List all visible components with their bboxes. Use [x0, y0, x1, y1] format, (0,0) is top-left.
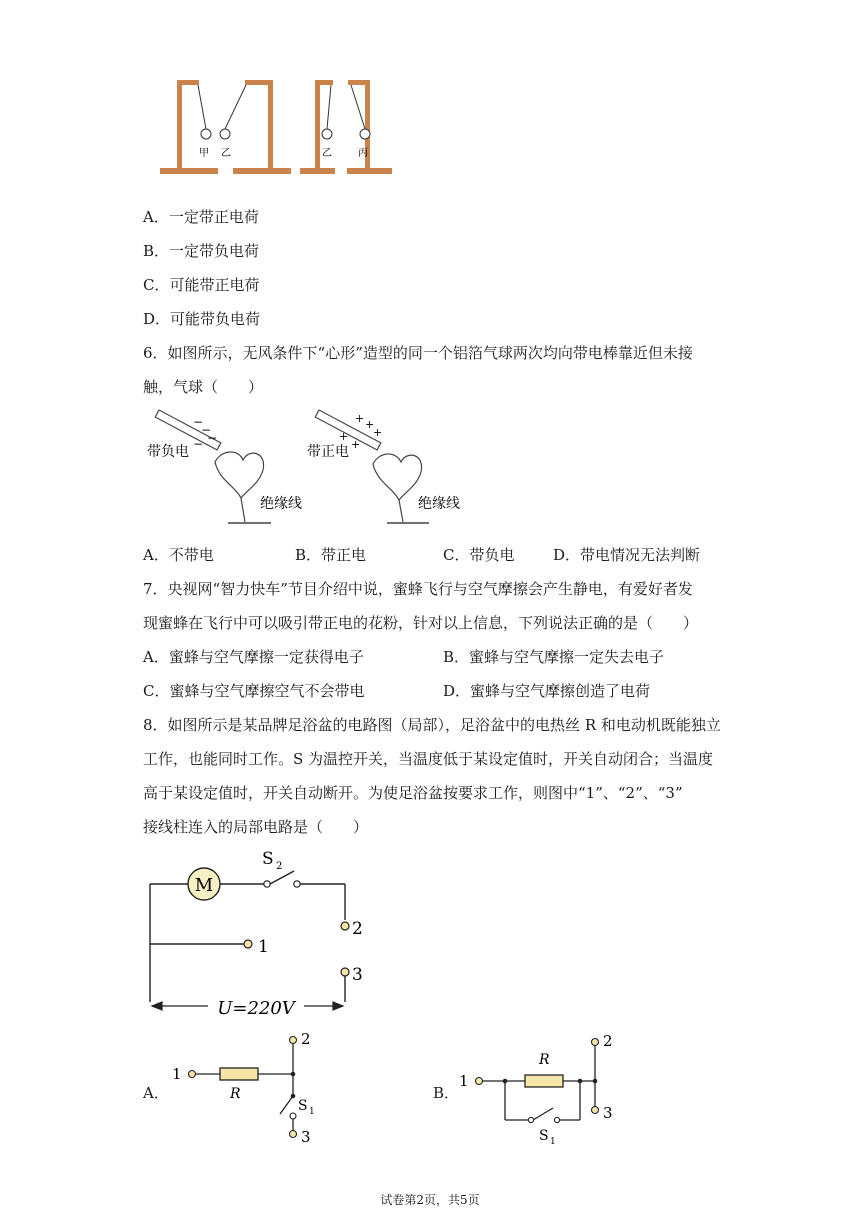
- svg-text:3: 3: [301, 1128, 311, 1146]
- switch-s2-label: S: [262, 849, 274, 869]
- svg-text:3: 3: [603, 1104, 613, 1122]
- thread-label-left: 绝缘线: [260, 496, 302, 512]
- svg-text:−: −: [207, 431, 218, 445]
- svg-text:−: −: [201, 423, 212, 437]
- label-negative-rod: 带负电: [147, 444, 189, 460]
- heart-balloon-left: [215, 452, 264, 498]
- svg-text:1: 1: [309, 1107, 315, 1117]
- label-yi-2: 乙: [322, 148, 332, 159]
- svg-text:R: R: [539, 1052, 550, 1068]
- terminal-3: [341, 968, 349, 976]
- terminal-1: [244, 940, 252, 948]
- q6-stem-line2: 触，气球（ ）: [143, 378, 264, 396]
- q5-option-a[interactable]: A．一定带正电荷: [143, 208, 259, 226]
- label-bing: 丙: [358, 148, 368, 159]
- q7-option-d[interactable]: D．蜜蜂与空气摩擦创造了电荷: [443, 682, 651, 700]
- q5-figure: [155, 72, 405, 182]
- svg-text:−: −: [193, 415, 204, 429]
- q6-option-b[interactable]: B．带正电: [295, 546, 367, 564]
- q8-option-b-label[interactable]: B．: [433, 1084, 460, 1102]
- pith-ball-yi-2: [322, 129, 332, 139]
- pith-ball-yi-1: [220, 129, 230, 139]
- label-jia: 甲: [199, 148, 209, 159]
- svg-text:+: +: [355, 412, 365, 425]
- svg-text:1: 1: [172, 1065, 182, 1083]
- svg-text:+: +: [339, 430, 349, 443]
- q6-option-d[interactable]: D．带电情况无法判断: [553, 546, 701, 564]
- svg-text:−: −: [193, 437, 204, 451]
- q8-option-a-circuit[interactable]: [168, 1028, 328, 1148]
- svg-text:1: 1: [258, 937, 269, 957]
- label-yi-1: 乙: [221, 148, 231, 159]
- q8-option-b-circuit[interactable]: [455, 1028, 625, 1148]
- q8-stem-line2: 工作，也能同时工作。S 为温控开关，当温度低于某设定值时，开关自动闭合；当温度: [143, 750, 714, 768]
- q7-option-c[interactable]: C．蜜蜂与空气摩擦空气不会带电: [143, 682, 365, 700]
- q8-option-a-label[interactable]: A．: [143, 1084, 169, 1102]
- svg-text:+: +: [373, 426, 383, 439]
- svg-text:S: S: [539, 1128, 549, 1144]
- q8-stem-line3: 高于某设定值时，开关自动断开。为使足浴盆按要求工作，则图中“1”、“2”、“3”: [143, 784, 683, 802]
- q8-stem-line4: 接线柱连入的局部电路是（ ）: [143, 818, 369, 836]
- label-positive-rod: 带正电: [307, 444, 349, 460]
- q5-option-b[interactable]: B．一定带负电荷: [143, 242, 260, 260]
- voltage-label: U=220V: [217, 998, 295, 1019]
- page-footer: 试卷第2页，共5页: [380, 1193, 480, 1207]
- svg-text:S: S: [298, 1098, 308, 1114]
- q6-option-a[interactable]: A．不带电: [143, 546, 214, 564]
- q6-stem-line1: 6．如图所示，无风条件下“心形”造型的同一个铝箔气球两次均向带电棒靠近但未接: [143, 344, 693, 362]
- q7-option-a[interactable]: A．蜜蜂与空气摩擦一定获得电子: [143, 648, 364, 666]
- svg-text:2: 2: [352, 919, 363, 939]
- q8-stem-line1: 8．如图所示是某品牌足浴盆的电路图（局部），足浴盆中的电热丝 R 和电动机既能独立: [143, 716, 721, 734]
- svg-text:2: 2: [603, 1032, 613, 1050]
- q7-stem-line1: 7．央视网“智力快车”节目介绍中说，蜜蜂飞行与空气摩擦会产生静电，有爱好者发: [143, 580, 693, 598]
- q7-stem-line2: 现蜜蜂在飞行中可以吸引带正电的花粉，针对以上信息，下列说法正确的是（ ）: [143, 614, 699, 632]
- svg-text:+: +: [351, 438, 361, 451]
- q5-option-c[interactable]: C．可能带正电荷: [143, 276, 260, 294]
- heart-balloon-right: [373, 454, 422, 500]
- svg-text:+: +: [365, 418, 375, 431]
- svg-text:1: 1: [459, 1072, 469, 1090]
- svg-text:1: 1: [550, 1137, 556, 1147]
- motor-label: M: [194, 875, 214, 896]
- pith-ball-jia: [201, 129, 211, 139]
- q7-option-b[interactable]: B．蜜蜂与空气摩擦一定失去电子: [443, 648, 665, 666]
- svg-text:2: 2: [276, 861, 283, 872]
- q6-option-c[interactable]: C．带负电: [443, 546, 515, 564]
- frame-right: [300, 80, 392, 174]
- resistor-r-a: [220, 1068, 258, 1080]
- svg-text:R: R: [230, 1086, 241, 1102]
- q6-figure: [143, 402, 473, 532]
- q8-main-circuit: [140, 844, 380, 1020]
- q5-option-d[interactable]: D．可能带负电荷: [143, 310, 261, 328]
- pith-ball-bing: [360, 129, 370, 139]
- thread-label-right: 绝缘线: [418, 496, 460, 512]
- svg-text:3: 3: [352, 965, 363, 985]
- terminal-2: [341, 922, 349, 930]
- resistor-r-b: [525, 1075, 563, 1087]
- svg-text:2: 2: [301, 1030, 311, 1048]
